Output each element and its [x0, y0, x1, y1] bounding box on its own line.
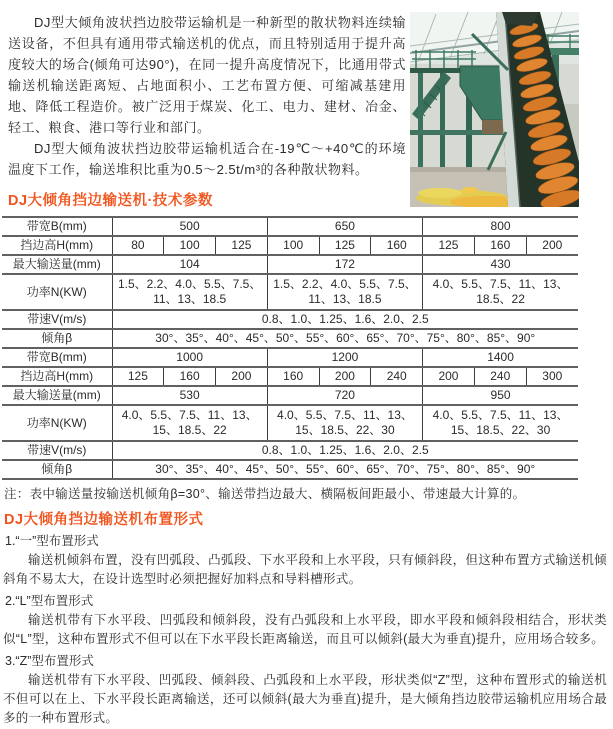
layout-item-body: 输送机带有下水平段、凹弧段、倾斜段、凸弧段和上水平段，形状类似“Z”型，这种布置形式的输送机不但可以在上、下水平段长距离输送，还可以倾斜(最大为垂直)提升，是大倾角挡边胶带运输机应用场合最多的一种布置形式。 — [3, 673, 607, 725]
layout-item-1 — [0, 532, 613, 589]
spec-value-cell: 172 — [267, 255, 422, 274]
layout-item-heading: 1.“一”型布置形式 — [5, 534, 99, 548]
spec-value-cell: 200 — [319, 367, 371, 386]
spec-value-cell: 240 — [371, 367, 423, 386]
conveyor-photo-illustration — [410, 12, 579, 207]
spec-value-cell: 800 — [423, 217, 578, 236]
spec-value-cell: 4.0、5.5、7.5、11、13、15、18.5、22 — [112, 405, 267, 441]
table-row — [2, 217, 578, 236]
spec-label-cell: 倾角β — [2, 329, 112, 348]
intro-paragraph-2: DJ型大倾角波状挡边胶带运输机适合在-19℃～+40℃的环境温度下工作，输送堆积比重为0.5～2.5t/m³的各种散状物料。 — [8, 141, 406, 177]
spec-label-cell: 倾角β — [2, 460, 112, 479]
table-note: 注：表中输送量按输送机倾角β=30°、输送带挡边最大、横隔板间距最小、带速最大计算的。 — [4, 487, 526, 501]
table-row — [2, 405, 578, 441]
spec-value-cell: 1.5、2.2、4.0、5.5、7.5、11、13、18.5 — [112, 274, 267, 310]
spec-value-cell: 1.5、2.2、4.0、5.5、7.5、11、13、18.5 — [267, 274, 422, 310]
spec-value-cell: 160 — [474, 236, 526, 255]
spec-value-cell: 200 — [526, 236, 578, 255]
spec-table — [2, 216, 578, 480]
spec-value-cell: 160 — [164, 367, 216, 386]
spec-table-title: DJ大倾角挡边输送机·技术参数 — [8, 193, 213, 209]
table-row — [2, 310, 578, 329]
intro-paragraph-1: DJ型大倾角波状挡边胶带运输机是一种新型的散状物料连续输送设备，不但具有通用带式输送机的优点，而且特别适用于提升高度较大的场合(倾角可达90°)，在同一提升高度情况下，比通用带式输送机输送距离短、占地面积小、工艺布置方便、可缩减基建用地、降低工程造价。被广泛用于煤炭、化工、电力、建材、冶金、轻工、粮食、港口等行业和部门。 — [8, 15, 406, 135]
layout-item-body: 输送机带有下水平段、凹弧段和倾斜段，没有凸弧段和上水平段，即水平段和倾斜段相结合，形状类似“L”型，这种布置形式不但可以在下水平段长距离输送，而且可以倾斜(最大为垂直)提升，应用场合较多。 — [3, 613, 607, 646]
spec-value-cell: 300 — [526, 367, 578, 386]
spec-value-cell: 650 — [267, 217, 422, 236]
spec-value-cell: 4.0、5.5、7.5、11、13、15、18.5、22、30 — [267, 405, 422, 441]
hopper-chute — [482, 120, 504, 134]
spec-value-cell: 100 — [267, 236, 319, 255]
spec-value-cell: 1200 — [267, 348, 422, 367]
spec-value-cell: 200 — [423, 367, 475, 386]
spec-value-cell: 125 — [112, 367, 164, 386]
table-row — [2, 441, 578, 460]
spec-value-cell: 30°、35°、40°、45°、50°、55°、60°、65°、70°、75°、80°、85°、90° — [112, 460, 578, 479]
table-row — [2, 367, 578, 386]
intro-section — [0, 0, 613, 210]
table-row — [2, 274, 578, 310]
table-row — [2, 348, 578, 367]
spec-value-cell: 500 — [112, 217, 267, 236]
spec-label-cell: 功率N(KW) — [2, 274, 112, 310]
spec-value-cell: 4.0、5.5、7.5、11、13、15、18.5、22、30 — [423, 405, 578, 441]
spec-value-cell: 125 — [423, 236, 475, 255]
spec-label-cell: 挡边高H(mm) — [2, 236, 112, 255]
layout-item-heading: 2.“L”型布置形式 — [5, 594, 94, 608]
conveyor-photo — [410, 12, 579, 207]
intro-text-column — [8, 12, 406, 210]
spec-value-cell: 125 — [319, 236, 371, 255]
table-row — [2, 460, 578, 479]
table-row — [2, 329, 578, 348]
spec-label-cell: 最大输送量(mm) — [2, 386, 112, 405]
table-row — [2, 255, 578, 274]
spec-value-cell: 530 — [112, 386, 267, 405]
spec-value-cell: 160 — [267, 367, 319, 386]
spec-value-cell: 4.0、5.5、7.5、11、13、18.5、22 — [423, 274, 578, 310]
spec-value-cell: 80 — [112, 236, 164, 255]
spec-label-cell: 带宽B(mm) — [2, 348, 112, 367]
table-row — [2, 386, 578, 405]
layout-section-title: DJ大倾角挡边输送机布置形式 — [4, 512, 204, 528]
spec-label-cell: 带宽B(mm) — [2, 217, 112, 236]
layout-item-3 — [0, 652, 613, 728]
spec-label-cell: 最大输送量(mm) — [2, 255, 112, 274]
spec-value-cell: 0.8、1.0、1.25、1.6、2.0、2.5 — [112, 441, 578, 460]
spec-value-cell: 430 — [423, 255, 578, 274]
spec-value-cell: 30°、35°、40°、45°、50°、55°、60°、65°、70°、75°、80°、85°、90° — [112, 329, 578, 348]
spec-value-cell: 104 — [112, 255, 267, 274]
spec-label-cell: 挡边高H(mm) — [2, 367, 112, 386]
spec-value-cell: 200 — [216, 367, 268, 386]
spec-value-cell: 1000 — [112, 348, 267, 367]
spec-value-cell: 100 — [164, 236, 216, 255]
spec-value-cell: 160 — [371, 236, 423, 255]
table-row — [2, 236, 578, 255]
spec-label-cell: 带速V(m/s) — [2, 310, 112, 329]
spec-value-cell: 1400 — [423, 348, 578, 367]
spec-value-cell: 240 — [474, 367, 526, 386]
layout-item-heading: 3.“Z”型布置形式 — [5, 654, 94, 668]
spec-label-cell: 功率N(KW) — [2, 405, 112, 441]
layout-item-body: 输送机倾斜布置，没有凹弧段、凸弧段、下水平段和上水平段，只有倾斜段，但这种布置方式输送机倾斜角不易太大，在设计选型时必须把握好加料点和导料槽形式。 — [3, 553, 607, 586]
spec-label-cell: 带速V(m/s) — [2, 441, 112, 460]
spec-value-cell: 720 — [267, 386, 422, 405]
layout-item-2 — [0, 592, 613, 649]
spec-value-cell: 0.8、1.0、1.25、1.6、2.0、2.5 — [112, 310, 578, 329]
head-pulley-frame — [502, 12, 538, 26]
spec-value-cell: 125 — [216, 236, 268, 255]
spec-value-cell: 950 — [423, 386, 578, 405]
